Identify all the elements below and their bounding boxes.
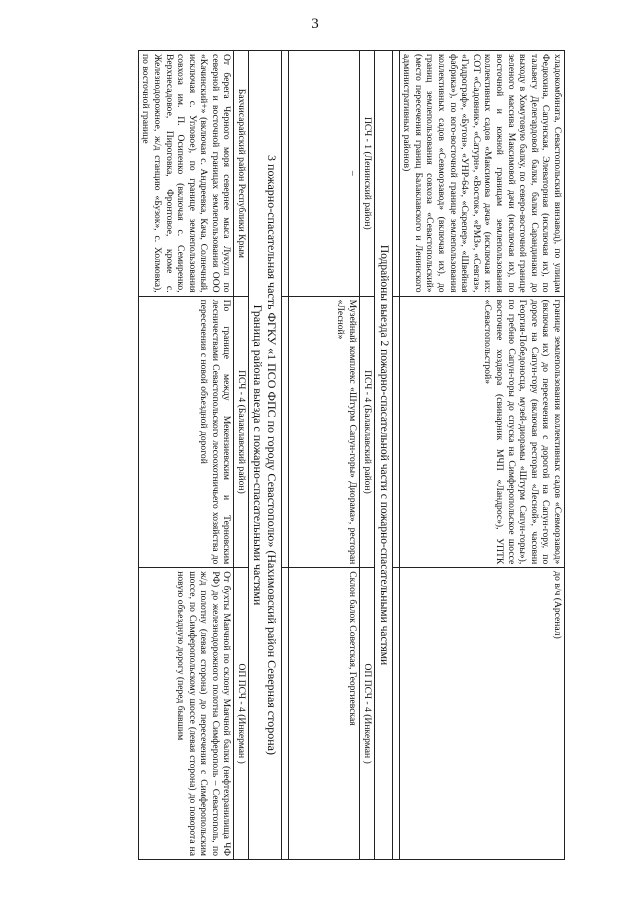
rotated-document (65, 50, 565, 860)
section1-subheader-3: ОП ПСЧ - 4 (Инкерман ) (360, 568, 375, 860)
section2-title-line2: Граница района выезда с пожарно-спасательными частями (251, 304, 266, 606)
section1-header-row (374, 51, 392, 860)
section2-subheader-2: ПСЧ - 4 (Балаклавский район) (234, 296, 249, 568)
zones-table (138, 50, 565, 860)
section1-cell-1: – (289, 51, 360, 297)
section1-title: Подрайоны выезда 2 пожарно-спасательной части с пожарно-спасательными частями (374, 51, 392, 860)
spacer-row (282, 51, 289, 860)
section1-subheader-2: ПСЧ - 4 (Балаклавский район) (360, 296, 375, 568)
top-row-cell-1: хладокомбината, Севастопольский винзавод), по улицам Федюхина, Сапунская, Элеваторная (исключая их), по тальвегу Делегардовой балки, балки Сарандинаки до выходу в Хомутовую балку, по северо-восточной границе зеленого массива Максимовой дачи (исключая их), по восточной и южной границам землепользования коллективных садов «Максимова дача» (исключая их: СОТ «Садовник», «Сатурн», «Восток», «РМЗ», «Севгаз», «Гидрограф», «Бутон», «УНР-64», «Скрепер», «Швейная фабрика»), по юго-восточной границе землепользования коллективных садов «Севморзавод» (включая их), до границ землепользования совхоза «Севастопольский» (место пересечения границ Балаклавского и Ленинского административных районов) (399, 51, 564, 297)
top-row-cell-2: границе землепользования коллективных садов «Севморзавод» (включая их) до пересечения с дорогой на Сапун-гору, по дороге на Сапун-гору (включая ресторан «Лесной», часовни Георгия-Победоносца, музей-диорамы «Штурм Сапун-горы»), по гребню Сапун-горы до спуска на Симферопольское шоссе восточнее хоздвора (свинарник МЧП «Ландрос»), УПТК «Севастопольстрой» (399, 296, 564, 568)
section2-cell-1: От берега Черного моря севернее мыса Лукулл по северной и восточной границах землепользования ООО «Качинский+» (включая с. Андреевка, Кача, Солнечный, исключая с. Угловое), по границе землепользования совхоза им. П. Осипенко (включая с. Семиренко, Верхнесадовое, Пироговка, Фронтовое, кроме с. Железнодорожное, ж/д станцию «Бузок», с. Холмовка), по восточной границе (138, 51, 234, 297)
table-row (138, 51, 234, 860)
section1-subheader-1: ПСЧ - 1 (Ленинский район) (360, 51, 375, 297)
section2-cell-3: От бухты Маячной по склону Маячной балки (нефтехранилища ЧФ РФ) до железнодорожного полотна Симферополь – Севастополь, по ж/д полотну (левая сторона) до пересечения с Симферопольским шоссе, по Симферопольскому шоссе (левая сторона) до поворота на новую объездную дорогу (перед бывшим (138, 568, 234, 860)
section1-cell-3: Склон балок Советская, Георгиевская (289, 568, 360, 860)
section2-title-line1: 3 пожарно-спасательная часть ФГКУ «1 ПСО ФПС по городу Севастополю» (Нахимовский район Северная сторона) (265, 155, 280, 755)
table-row (289, 51, 360, 860)
section2-cell-2: По границе между Мекензиевским и Терновским лесничествами Севастопольского лесоохотничьего хозяйства до пересечения с новой объездной дорогой (138, 296, 234, 568)
spacer-row (392, 51, 399, 860)
section2-title (249, 51, 282, 860)
section2-header-row (249, 51, 282, 860)
section2-subheader-1: Бахчисарайский район Республики Крым (234, 51, 249, 297)
section2-subheader-3: ОП ПСЧ - 4 (Инкерман ) (234, 568, 249, 860)
section1-subheader-row (360, 51, 375, 860)
section2-subheader-row (234, 51, 249, 860)
top-row-cell-3: до в/ч (Арсенал) (399, 568, 564, 860)
section1-cell-2: Музейный комплекс «Штурм Сапун-горы» Диорама», ресторан «Лесной» (289, 296, 360, 568)
page-number: 3 (311, 16, 319, 32)
table-row (399, 51, 564, 860)
